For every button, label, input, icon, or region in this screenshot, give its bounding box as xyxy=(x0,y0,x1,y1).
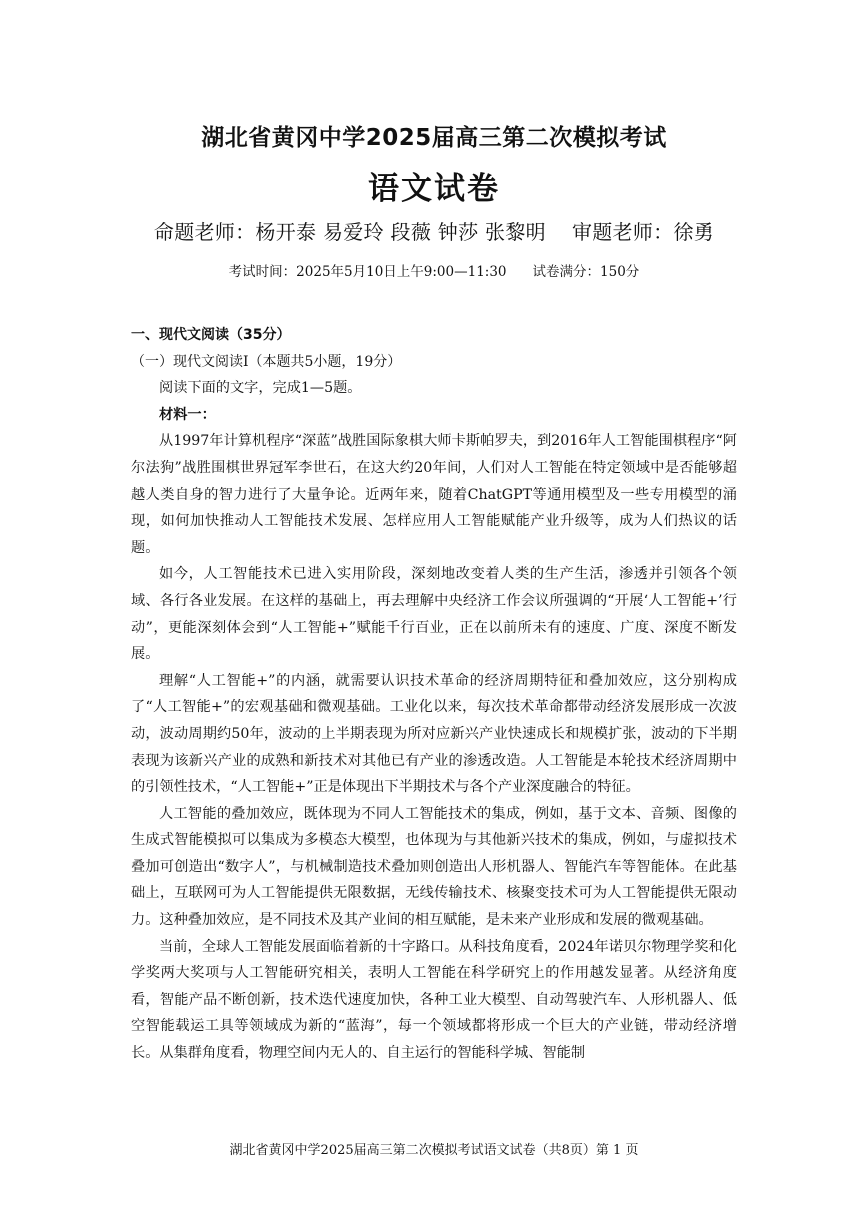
reading-section xyxy=(131,322,737,1067)
paragraph: 从1997年计算机程序“深蓝”战胜国际象棋大师卡斯帕罗夫，到2016年人工智能围棋程序“阿尔法狗”战胜围棋世界冠军李世石，在这大约20年间，人们对人工智能在特定领域中是否能够超越人类自身的智力进行了大量争论。近两年来，随着ChatGPT等通用模型及一些专用模型的涌现，如何加快推动人工智能技术发展、怎样应用人工智能赋能产业升级等，成为人们热议的话题。 xyxy=(131,433,737,556)
setter-names: 命题老师：杨开泰 易爱玲 段薇 钟莎 张黎明 xyxy=(153,220,546,244)
section-heading: 一、现代文阅读（35分） xyxy=(131,327,291,343)
exam-info-line xyxy=(0,260,868,280)
paragraph: 当前，全球人工智能发展面临着新的十字路口。从科技角度看，2024年诺贝尔物理学奖和化学奖两大奖项与人工智能研究相关，表明人工智能在科学研究上的作用越发显著。从经济角度看，智能产品不断创新，技术迭代速度加快，各种工业大模型、自动驾驶汽车、人形机器人、低空智能载运工具等领域成为新的“蓝海”，每一个领域都将形成一个巨大的产业链，带动经济增长。从集群角度看，物理空间内无人的、自主运行的智能科学城、智能制 xyxy=(131,938,737,1062)
exam-time: 考试时间：2025年5月10日上午9:00—11:30 xyxy=(228,264,507,280)
paragraph: 如今，人工智能技术已进入实用阶段，深刻地改变着人类的生产生活，渗透并引领各个领域、各行各业发展。在这样的基础上，再去理解中央经济工作会议所强调的“开展‘人工智能+’行动”，更能深刻体会到“人工智能+”赋能千行百业，正在以前所未有的速度、广度、深度不断发展。 xyxy=(131,566,737,663)
reviewer-name: 审题老师：徐勇 xyxy=(571,220,715,244)
full-score: 试卷满分：150分 xyxy=(532,264,640,280)
reading-instruction: 阅读下面的文字，完成1—5题。 xyxy=(159,380,362,397)
exam-title: 湖北省黄冈中学2025届高三第二次模拟考试 xyxy=(201,125,667,151)
material-label: 材料一： xyxy=(159,406,216,423)
subsection-heading: （一）现代文阅读Ⅰ（本题共5小题，19分） xyxy=(131,353,402,370)
author-line xyxy=(0,216,868,245)
exam-subject-title: 语文试卷 xyxy=(368,171,500,207)
paragraph: 人工智能的叠加效应，既体现为不同人工智能技术的集成，例如，基于文本、音频、图像的生成式智能模拟可以集成为多模态大模型，也体现为与其他新兴技术的集成，例如，与虚拟技术叠加可创造出“数字人”，与机械制造技术叠加则创造出人形机器人、智能汽车等智能体。在此基础上，互联网可为人工智能提供无限数据，无线传输技术、核聚变技术可为人工智能提供无限动力。这种叠加效应，是不同技术及其产业间的相互赋能，是未来产业形成和发展的微观基础。 xyxy=(131,805,737,929)
paragraph: 理解“人工智能+”的内涵，就需要认识技术革命的经济周期特征和叠加效应，这分别构成了“人工智能+”的宏观基础和微观基础。工业化以来，每次技术革命都带动经济发展形成一次波动，波动周期约50年，波动的上半期表现为所对应新兴产业快速成长和规模扩张，波动的下半期表现为该新兴产业的成熟和新技术对其他已有产业的渗透改造。人工智能是本轮技术经济周期中的引领性技术，“人工智能+”正是体现出下半期技术与各个产业深度融合的特征。 xyxy=(131,672,737,796)
page-footer: 湖北省黄冈中学2025届高三第二次模拟考试语文试卷（共8页）第 1 页 xyxy=(229,1143,639,1158)
